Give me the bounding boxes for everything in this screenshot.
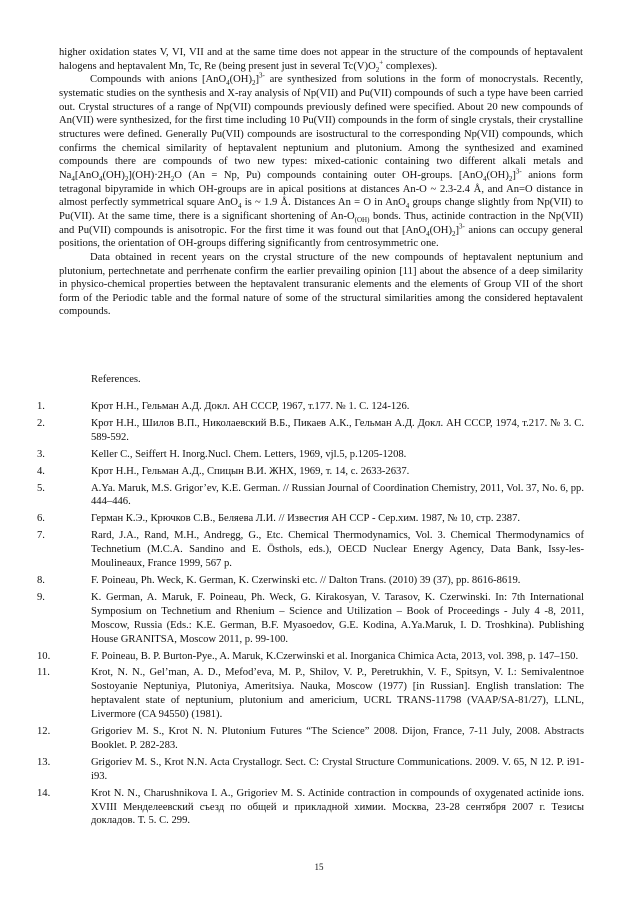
reference-item <box>37 574 584 588</box>
reference-text: Krot, N. N., Gel’man, A. D., Mefod’eva, M. P., Shilov, V. P., Peretrukhin, V. F., Spitsyn, V. I.: Semivalentnoe Sostoyanie Neptuniya, Plutoniya, Ameritsiya. Nauka, Moscow (1977) [in Russian]. English translation: The heptavalent state of neptunium, plutonium and americium, UCRL TRANS-11798 (VAAP/SA-81/27), LLNL, Livermore (CA 94550) (1981). <box>91 667 584 721</box>
superscript: 3- <box>459 222 465 230</box>
reference-item <box>37 512 584 526</box>
superscript: + <box>379 58 384 67</box>
subscript: 4 <box>482 175 487 184</box>
reference-text: Keller C., Seiffert H. Inorg.Nucl. Chem. Letters, 1969, vjl.5, p.1205-1208. <box>91 448 407 460</box>
text-run: Compounds with anions [AnO <box>90 74 227 86</box>
reference-item <box>37 650 584 664</box>
reference-number: 2. <box>37 417 45 429</box>
reference-number: 12. <box>37 726 51 738</box>
reference-item <box>37 448 584 462</box>
reference-number: 11. <box>37 667 50 679</box>
subscript: 2 <box>170 175 175 184</box>
text-run: anions can occupy general positions, the orientation of OH-groups differing significantly from centrosymmetric one. <box>59 224 583 250</box>
subscript: 4 <box>405 202 410 211</box>
reference-text: Grigoriev M. S., Krot N. N. Plutonium Futures “The Science” 2008. Dijon, France, 7-11 July, 2008. Abstracts Booklet. P. 282-283. <box>91 726 584 751</box>
reference-item <box>37 417 584 445</box>
superscript: 3- <box>515 167 522 176</box>
reference-text: Крот Н.Н., Гельман А.Д. Докл. АН СССР, 1967, т.177. № 1. С. 124-126. <box>91 401 410 412</box>
references-list <box>37 400 584 831</box>
reference-number: 4. <box>37 465 45 477</box>
text-run: is ~ 1.9 Å. Distances An = O in AnO <box>241 197 406 209</box>
paragraph-p2 <box>59 73 583 251</box>
reference-item <box>37 725 584 753</box>
text-run: complexes). <box>383 60 438 72</box>
text-run: (OH) <box>429 224 452 236</box>
references-heading: References. <box>91 374 141 385</box>
reference-number: 9. <box>37 591 45 603</box>
subscript: 2 <box>508 175 513 184</box>
reference-item <box>37 787 584 829</box>
subscript: 2 <box>375 65 380 74</box>
paragraph-p1 <box>59 46 583 73</box>
reference-item <box>37 756 584 784</box>
text-run: higher oxidation states V, VI, VII and at the same time does not appear in the structure of the compounds of heptavalent halogens and heptavalent Mn, Tc, Re (being present just in several Tc(V)O <box>59 47 583 72</box>
reference-text: Rard, J.A., Rand, M.H., Andregg, G., Etc. Chemical Thermodynamics, Vol. 3. Chemical Thermodynamics of Technetium (M.C.A. Sandino and E. Östhols, eds.), OECD Nuclear Energy Agency, Data Bank, Issy-les-Moulineaux, France 1999, 567 p. <box>91 530 584 570</box>
text-run: ](OH)·2H <box>128 169 171 181</box>
text-run: groups change slightly from Np(VII) to Pu(VII). At the same time, there is a significant shortening of An-O <box>59 197 584 222</box>
reference-item <box>37 482 584 510</box>
reference-number: 14. <box>37 787 51 799</box>
page-number: 15 <box>314 862 324 872</box>
reference-text: F. Poineau, Ph. Weck, K. German, K. Czerwinski etc. // Dalton Trans. (2010) 39 (37), pp. 8616-8619. <box>91 574 521 586</box>
body-text <box>59 46 583 319</box>
reference-number: 8. <box>37 574 45 586</box>
reference-number: 10. <box>37 650 51 662</box>
subscript: 4 <box>71 175 75 184</box>
text-run: ] <box>255 74 259 86</box>
reference-item <box>37 465 584 479</box>
text-run: ] <box>455 224 460 236</box>
text-run: [AnO <box>74 169 99 181</box>
subscript: 2 <box>124 175 129 184</box>
subscript: (OH) <box>354 215 370 224</box>
reference-text: Крот Н.Н., Гельман А.Д., Спицын В.И. ЖНХ, 1969, т. 14, с. 2633-2637. <box>91 465 410 477</box>
reference-number: 3. <box>37 448 45 460</box>
text-run: Data obtained in recent years on the crystal structure of the new compounds of heptavalent neptunium and plutonium, pertechnetate and perrhenate confirm the earlier prevailing opinion [11] about the absence of a deep similarity in physico-chemical properties between the heptavalent transuranic elements and the elements of Group VII of the short form of the Periodic table and the formal nature of some of the structural similarities among the considered heptavalent compounds. <box>59 251 583 318</box>
text-run: O (An = Np, Pu) compounds containing outer OH-groups. [AnO <box>174 169 483 181</box>
reference-item <box>37 591 584 647</box>
text-run: (OH) <box>486 169 509 181</box>
subscript: 2 <box>451 229 456 238</box>
reference-number: 7. <box>37 530 45 542</box>
subscript: 4 <box>237 202 242 211</box>
reference-text: K. German, A. Maruk, F. Poineau, Ph. Weck, G. Kirakosyan, V. Tarasov, K. Czerwinski. In: 7th International Symposium on Technetium and Rhenium – Science and Utilization – Book of Proceedings - July 4 -8, 2011, Moscow, Russia (Eds.: K.E. German, B.F. Myasoedov, G.E. Kodina, A.Ya.Maruk, I. D. Troshkina). Publishing House GRANITSA, Moscow 2011, p. 99-100. <box>91 591 584 645</box>
subscript: 2 <box>251 79 256 88</box>
reference-text: Крот Н.Н., Шилов В.П., Николаевский В.Б., Пикаев А.К., Гельман А.Д. Докл. АН СССР, 1974, т.217. № 3. С. 589-592. <box>91 417 584 443</box>
text-run: ] <box>512 169 516 181</box>
reference-number: 1. <box>37 401 45 412</box>
superscript: 3- <box>259 71 265 80</box>
text-run: bonds. Thus, actinide contraction in the Np(VII) and Pu(VII) compounds is anisotropic. For the first time it was found out that [AnO <box>59 210 583 236</box>
reference-item <box>37 529 584 571</box>
subscript: 4 <box>426 229 430 238</box>
text-run: are synthesized from solutions in the form of monocrystals. Recently, systematic studies on the synthesis and X-ray analysis of Np(VII) and Pu(VII) compounds of such a type have been carried out. Crystal structures of a range of Np(VII) compounds previously defined were specified. About 20 new compounds of An(VII) were synthesized, for the first time including 10 Pu(VII) compounds in the form of single crystals, their crystalline structures were defined. Generally Pu(VII) compounds are isostructural to the corresponding Np(VII) compounds, which confirms the chemical similarity of heptavalent neptunium and plutonium. Among the synthesized and examined compounds there are compounds of two new types: mixed-cationic containing two different alkali metals and Na <box>59 74 583 181</box>
reference-number: 13. <box>37 756 51 768</box>
subscript: 4 <box>226 79 230 88</box>
reference-item <box>37 666 584 722</box>
paragraph-p3 <box>59 251 583 319</box>
reference-number: 6. <box>37 513 45 525</box>
reference-text: Grigoriev M. S., Krot N.N. Acta Crystallogr. Sect. C: Crystal Structure Communications. 2009. V. 65, N 12. P. i91-i93. <box>91 756 584 782</box>
reference-text: Герман К.Э., Крючков С.В., Беляева Л.И. // Известия АН ССР - Сер.хим. 1987, № 10, стр. 2387. <box>91 513 521 525</box>
text-run: (OH) <box>229 74 252 86</box>
text-run: (OH) <box>102 169 125 181</box>
reference-text: F. Poineau, B. P. Burton-Pye., A. Maruk, K.Czerwinski et al. Inorganica Chimica Acta, 2013, vol. 398, p. 147–150. <box>91 650 579 662</box>
reference-text: Krot N. N., Charushnikova I. A., Grigoriev M. S. Actinide contraction in compounds of oxygenated actinide ions. XVIII Менделеевский съезд по общей и прикладной химии. Москва, 23-28 сентября 2007 г. Тезисы докладов. Т. 5. С. 299. <box>91 787 584 827</box>
subscript: 4 <box>99 175 103 184</box>
reference-item <box>37 400 584 414</box>
reference-text: A.Ya. Maruk, M.S. Grigor’ev, K.E. German. // Russian Journal of Coordination Chemistry, 2011, Vol. 37, No. 6, pp. 444–446. <box>91 482 584 508</box>
reference-number: 5. <box>37 482 45 494</box>
text-run: anions form tetragonal bipyramide in which OH-groups are in apical positions at distances An-O ~ 2.3-2.4 Å, and An=O distance in almost perfectly symmetrical square AnO <box>59 169 583 209</box>
